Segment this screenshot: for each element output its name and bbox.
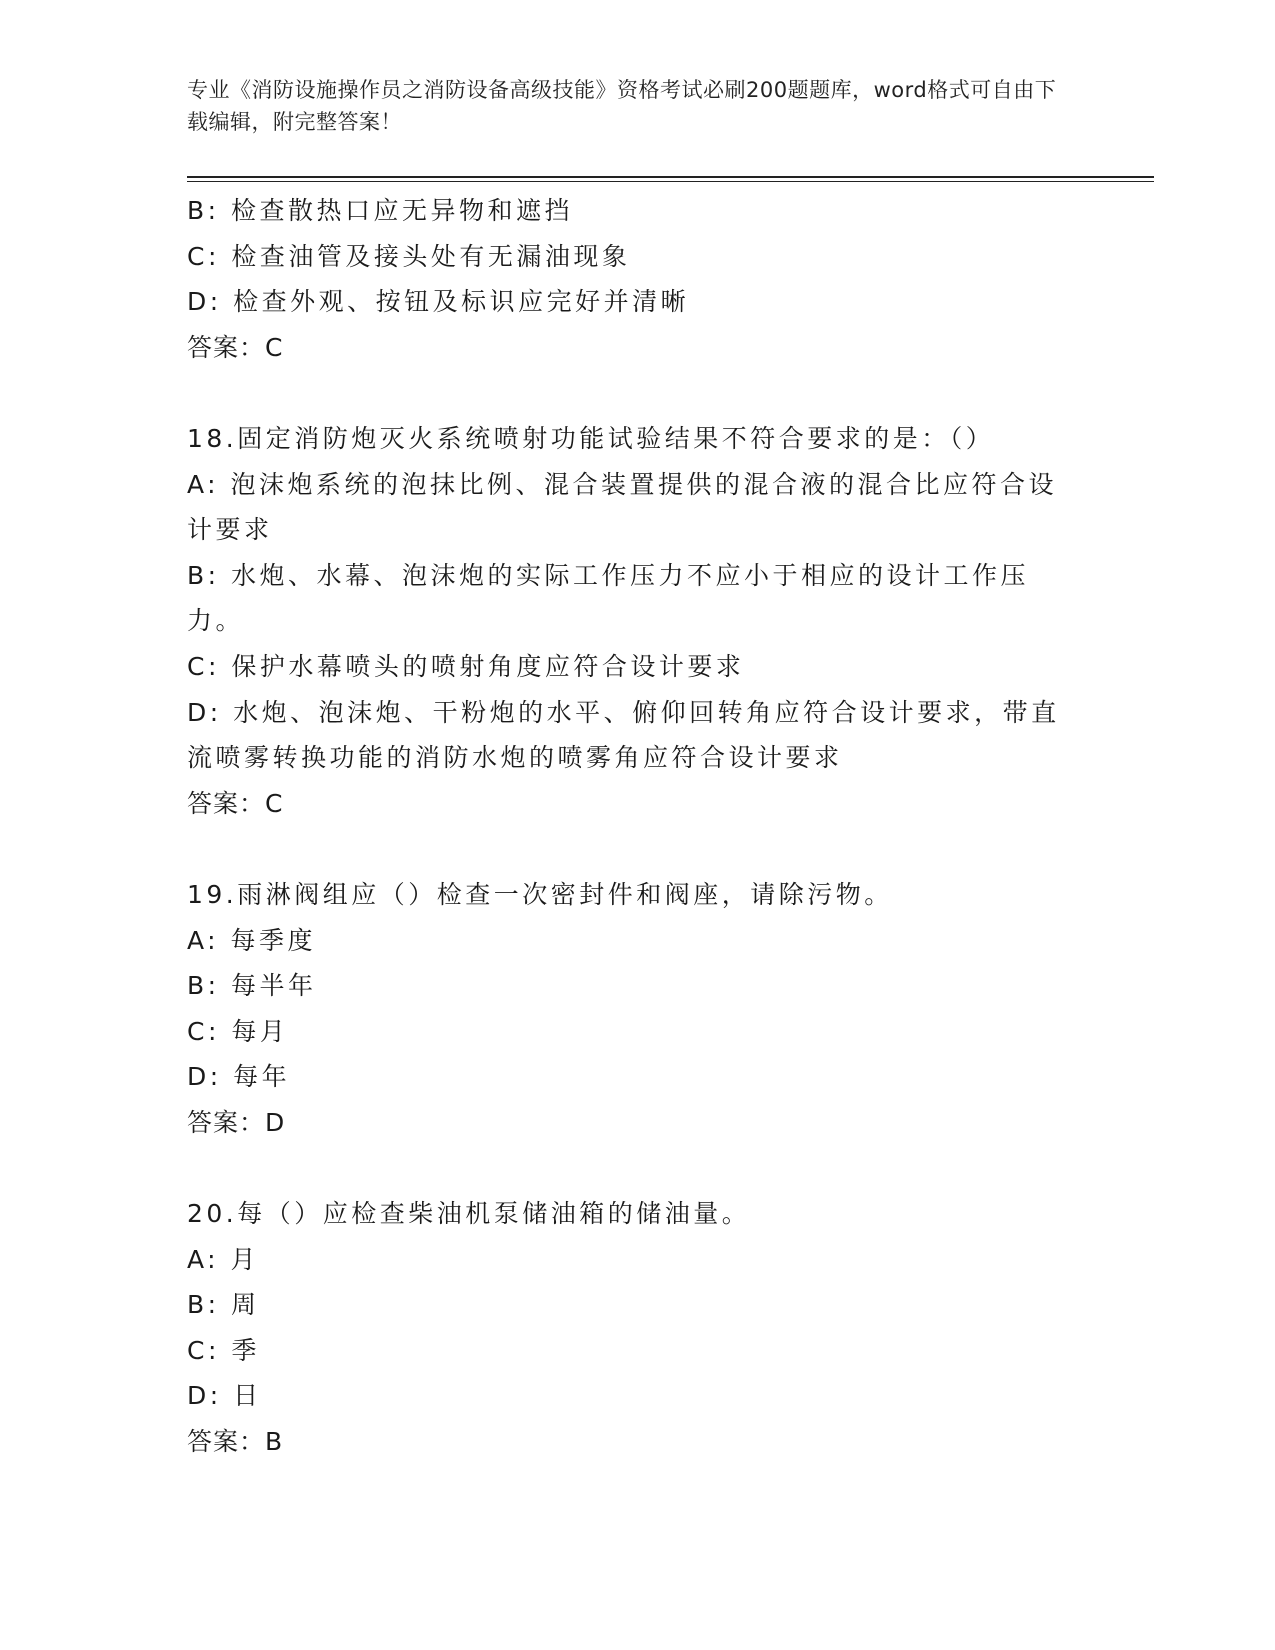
option-d: D: 日 <box>187 1381 262 1411</box>
option-c: C: 每月 <box>187 1016 289 1046</box>
document-header: 专业《消防设施操作员之消防设备高级技能》资格考试必刷200题题库，word格式可自由下载编辑，附完整答案！ <box>187 78 1057 134</box>
option-d: D: 检查外观、按钮及标识应完好并清晰 <box>187 287 690 317</box>
answer: 答案：C <box>187 788 284 818</box>
option-d: D: 水炮、泡沫炮、干粉炮的水平、俯仰回转角应符合设计要求，带直流喷雾转换功能的消防水炮的喷雾角应符合设计要求 <box>187 697 1060 773</box>
question-17-tail <box>187 188 1077 370</box>
question-text: 20.每（）应检查柴油机泵储油箱的储油量。 <box>187 1199 751 1229</box>
option-b: B: 周 <box>187 1290 260 1320</box>
option-d: D: 每年 <box>187 1062 291 1092</box>
answer: 答案：B <box>187 1427 284 1457</box>
option-b: B: 每半年 <box>187 971 317 1001</box>
answer: 答案：D <box>187 1107 286 1137</box>
header-rule-thin <box>187 181 1154 182</box>
question-19 <box>187 872 1077 1146</box>
answer: 答案：C <box>187 332 284 362</box>
option-a: A: 泡沫炮系统的泡抹比例、混合装置提供的混合液的混合比应符合设计要求 <box>187 469 1058 545</box>
option-a: A: 月 <box>187 1244 260 1274</box>
spacer <box>187 1145 1077 1191</box>
question-text: 18.固定消防炮灭火系统喷射功能试验结果不符合要求的是：（） <box>187 423 995 453</box>
question-18 <box>187 416 1077 826</box>
spacer <box>187 370 1077 416</box>
spacer <box>187 826 1077 872</box>
option-b: B: 检查散热口应无异物和遮挡 <box>187 196 574 225</box>
option-c: C: 检查油管及接头处有无漏油现象 <box>187 241 631 271</box>
option-c: C: 保护水幕喷头的喷射角度应符合设计要求 <box>187 651 745 681</box>
option-b: B: 水炮、水幕、泡沫炮的实际工作压力不应小于相应的设计工作压力。 <box>187 560 1030 636</box>
question-20 <box>187 1191 1077 1465</box>
header-rule-thick <box>187 176 1154 178</box>
option-a: A: 每季度 <box>187 925 317 955</box>
question-text: 19.雨淋阀组应（）检查一次密封件和阀座，请除污物。 <box>187 879 893 909</box>
question-content <box>187 188 1077 1465</box>
option-c: C: 季 <box>187 1335 260 1365</box>
